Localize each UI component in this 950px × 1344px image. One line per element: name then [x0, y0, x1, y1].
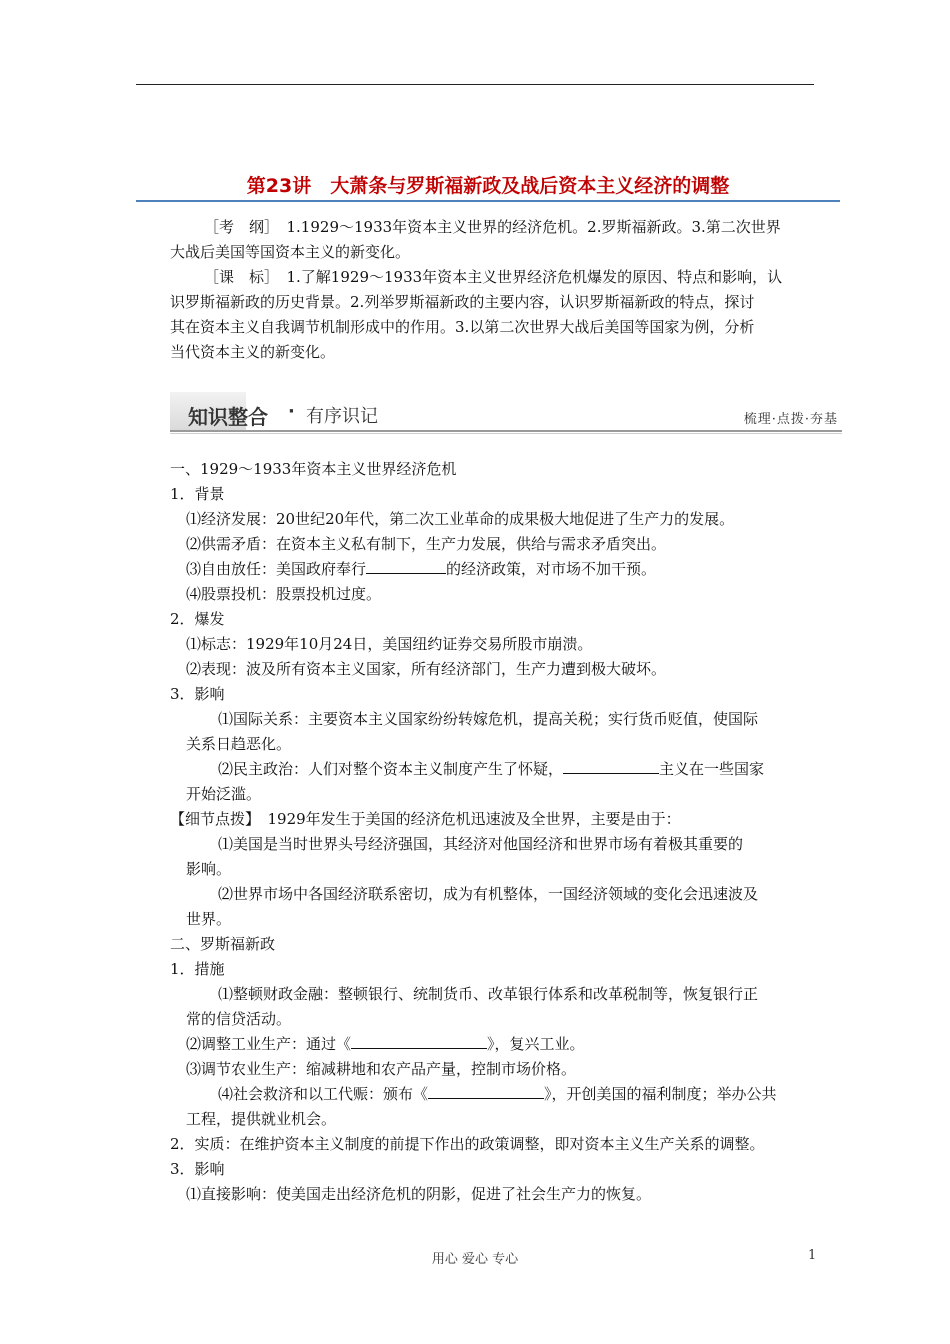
text-line: 常的信贷活动。	[186, 1010, 292, 1028]
kebiao-line-4: 当代资本主义的新变化。	[170, 343, 336, 361]
fill-in-blank[interactable]	[428, 1082, 544, 1099]
kaogang-line-1: ［考 纲］ 1.1929～1933年资本主义世界的经济危机。2.罗斯福新政。3.第二次世界	[204, 218, 781, 236]
text-segment: 》，开创美国的福利制度；举办公共	[544, 1085, 777, 1103]
kebiao-line-1: ［课 标］ 1.了解1929～1933年资本主义世界经济危机爆发的原因、特点和影响，认	[204, 268, 783, 286]
text-line-with-blank	[218, 1082, 777, 1107]
text-line: ⑵供需矛盾：在资本主义私有制下，生产力发展，供给与需求矛盾突出。	[186, 535, 667, 553]
text-segment: ⑷社会救济和以工代赈：颁布《	[218, 1085, 429, 1103]
text-line: 世界。	[186, 910, 232, 928]
text-line: 影响。	[186, 860, 232, 878]
text-segment: ⑵民主政治：人们对整个资本主义制度产生了怀疑，	[218, 760, 564, 778]
banner-rule	[170, 430, 842, 432]
text-line-with-blank	[218, 757, 764, 782]
text-line: 关系日趋恶化。	[186, 735, 292, 753]
section-heading-2: 二、罗斯福新政	[170, 935, 276, 953]
text-segment: 主义在一些国家	[659, 760, 765, 778]
text-segment: 》，复兴工业。	[487, 1035, 585, 1053]
banner-title: 知识整合	[188, 405, 268, 429]
banner-separator: ·	[288, 401, 295, 422]
subheading-influence: 3．影响	[170, 1160, 225, 1178]
text-line: ⑴经济发展：20世纪20年代，第二次工业革命的成果极大地促进了生产力的发展。	[186, 510, 735, 528]
kaogang-line-2: 大战后美国等国资本主义的新变化。	[170, 243, 411, 261]
detail-note: 【细节点拨】 1929年发生于美国的经济危机迅速波及全世界，主要是由于：	[170, 810, 681, 828]
subheading-measures: 1．措施	[170, 960, 225, 978]
text-line: 开始泛滥。	[186, 785, 262, 803]
text-line: 工程，提供就业机会。	[186, 1110, 337, 1128]
section-banner	[170, 392, 842, 434]
page-number: 1	[808, 1248, 817, 1263]
fill-in-blank[interactable]	[563, 757, 659, 774]
banner-tagline: 梳理·点拨·夯基	[743, 412, 838, 427]
text-segment: ⑶自由放任：美国政府奉行	[186, 560, 367, 578]
fill-in-blank[interactable]	[366, 557, 446, 574]
text-line: 2．实质：在维护资本主义制度的前提下作出的政策调整，即对资本主义生产关系的调整。	[170, 1135, 765, 1153]
text-line: ⑴标志：1929年10月24日，美国纽约证券交易所股市崩溃。	[186, 635, 593, 653]
kebiao-line-3: 其在资本主义自我调节机制形成中的作用。3.以第二次世界大战后美国等国家为例，分析	[170, 318, 755, 336]
subheading-impact: 3．影响	[170, 685, 225, 703]
banner-subtitle: 有序识记	[306, 406, 378, 427]
text-line-with-blank	[186, 1032, 585, 1057]
text-line: ⑴美国是当时世界头号经济强国，其经济对他国经济和世界市场有着极其重要的	[218, 835, 744, 853]
subheading-background: 1．背景	[170, 485, 225, 503]
text-line: ⑵世界市场中各国经济联系密切，成为有机整体，一国经济领域的变化会迅速波及	[218, 885, 759, 903]
text-line: ⑴整顿财政金融：整顿银行、统制货币、改革银行体系和改革税制等，恢复银行正	[218, 985, 759, 1003]
text-line: ⑷股票投机：股票投机过度。	[186, 585, 382, 603]
text-line: ⑶调节农业生产：缩减耕地和农产品产量，控制市场价格。	[186, 1060, 577, 1078]
kebiao-line-2: 识罗斯福新政的历史背景。2.列举罗斯福新政的主要内容，认识罗斯福新政的特点，探讨	[170, 293, 755, 311]
subheading-outbreak: 2．爆发	[170, 610, 225, 628]
text-line: ⑵表现：波及所有资本主义国家，所有经济部门，生产力遭到极大破坏。	[186, 660, 667, 678]
title-underline	[136, 200, 840, 202]
header-rule	[136, 84, 814, 85]
text-line-with-blank	[186, 557, 656, 582]
text-line: ⑴国际关系：主要资本主义国家纷纷转嫁危机，提高关税；实行货币贬值，使国际	[218, 710, 759, 728]
text-segment: 的经济政策，对市场不加干预。	[446, 560, 657, 578]
page-footer: 用心 爱心 专心	[431, 1252, 519, 1267]
text-segment: ⑵调整工业生产：通过《	[186, 1035, 352, 1053]
banner-rule-thin	[170, 433, 842, 434]
section-heading-1: 一、1929～1933年资本主义世界经济危机	[170, 460, 457, 478]
lesson-title: 第23讲 大萧条与罗斯福新政及战后资本主义经济的调整	[246, 175, 730, 197]
fill-in-blank[interactable]	[351, 1032, 487, 1049]
text-line: ⑴直接影响：使美国走出经济危机的阴影，促进了社会生产力的恢复。	[186, 1185, 652, 1203]
